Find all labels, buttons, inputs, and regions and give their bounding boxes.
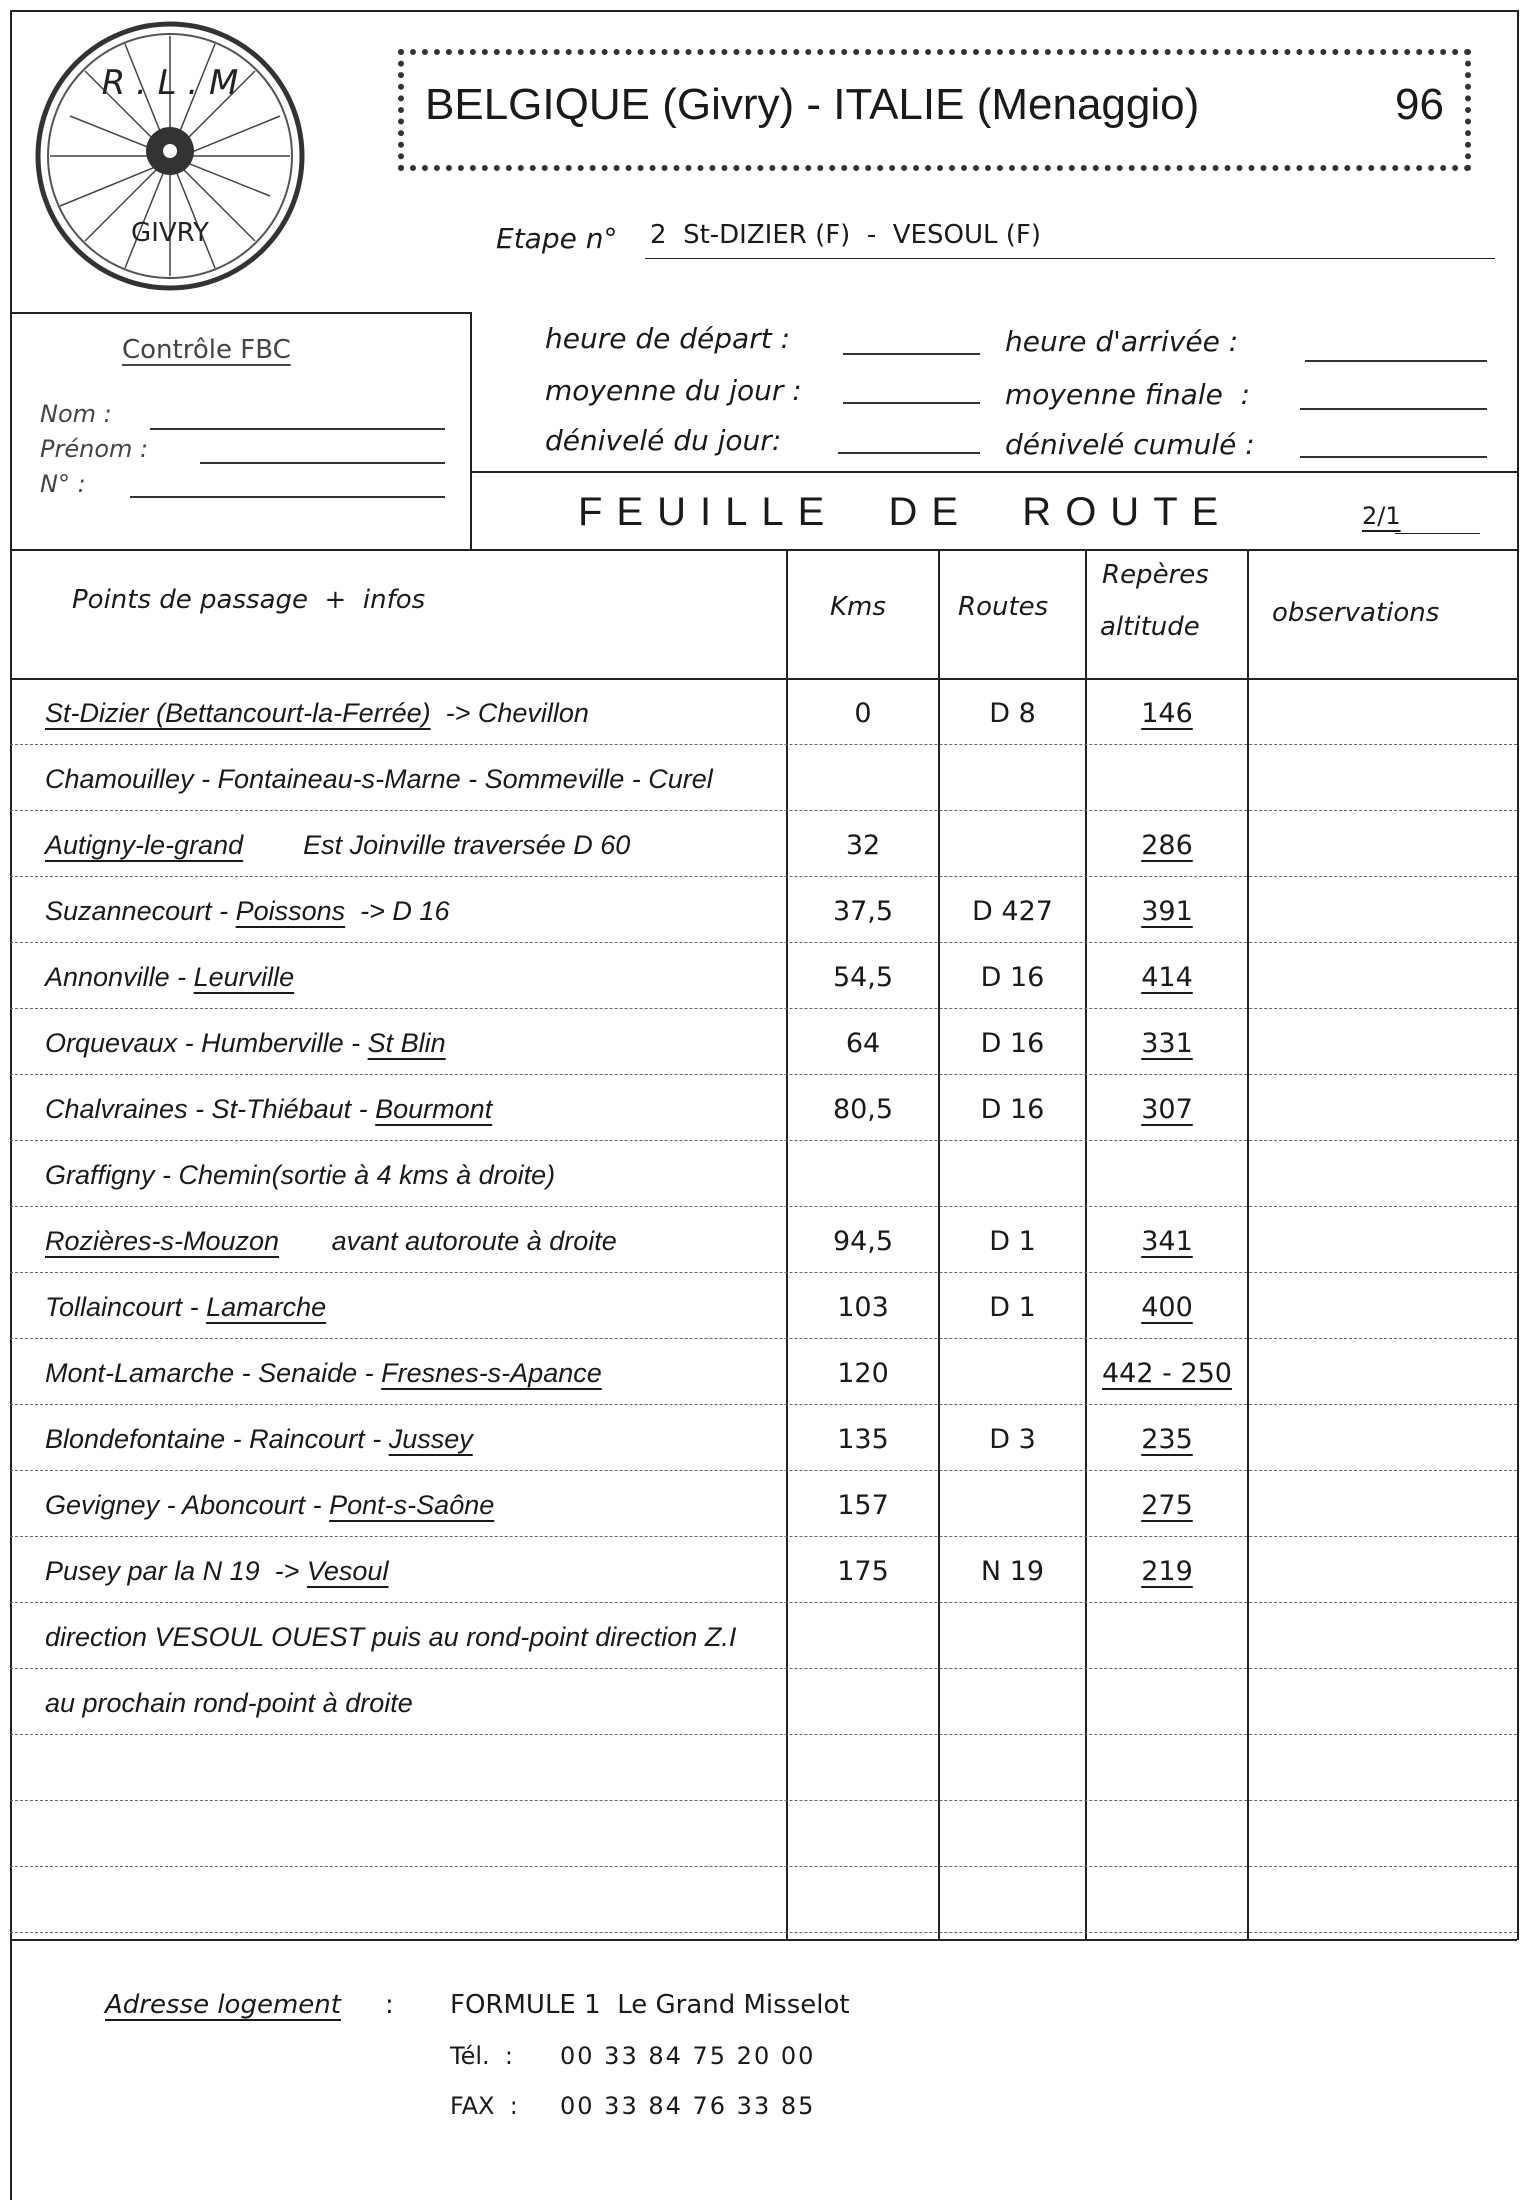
row-line: [10, 810, 1517, 811]
row-place: [45, 896, 449, 927]
nom-label: Nom :: [40, 400, 112, 428]
header-routes: Routes: [958, 592, 1049, 622]
row-route: D 1: [989, 1292, 1036, 1323]
place-name-underlined: Bourmont: [375, 1094, 493, 1124]
place-name-underlined: Poissons: [235, 896, 346, 926]
sheet-title: FEUILLE DE ROUTE: [578, 490, 1233, 534]
row-altitude: 391: [1141, 896, 1193, 927]
row-line: [10, 942, 1517, 943]
row-place: [45, 962, 294, 993]
depart-field[interactable]: [843, 353, 980, 355]
row-route: D 16: [980, 962, 1045, 993]
row-line: [10, 1140, 1517, 1141]
place-text: Chalvraines - St-Thiébaut -: [45, 1094, 376, 1124]
row-line: [10, 1404, 1517, 1405]
row-route: D 427: [972, 896, 1053, 927]
row-place: [45, 1094, 492, 1125]
form-divider: [470, 471, 1517, 473]
row-place: [45, 1028, 446, 1059]
row-altitude: 442 - 250: [1102, 1358, 1232, 1389]
page-top-border: [10, 10, 1517, 12]
prenom-field[interactable]: [200, 462, 445, 464]
header-reperes: Repères: [1102, 560, 1209, 590]
header-points: Points de passage + infos: [72, 585, 426, 615]
header-kms: Kms: [830, 592, 886, 622]
place-name-underlined: Pont-s-Saône: [329, 1490, 495, 1520]
denivele-jour-field[interactable]: [838, 452, 980, 454]
row-line: [10, 1866, 1517, 1867]
header-observations: observations: [1272, 598, 1440, 628]
place-text: Graffigny - Chemin(sortie à 4 kms à droite): [45, 1160, 556, 1190]
prenom-label: Prénom :: [40, 435, 149, 463]
row-line: [10, 1008, 1517, 1009]
row-place: [45, 1358, 602, 1389]
row-kms: 54,5: [832, 962, 894, 993]
rlm-givry-logo: [30, 16, 310, 296]
place-text: -> Chevillon: [430, 698, 589, 728]
place-text: Orquevaux - Humberville -: [45, 1028, 368, 1058]
row-kms: 80,5: [832, 1094, 894, 1125]
row-place: [45, 698, 589, 729]
denivele-cumule-label: dénivelé cumulé :: [1005, 428, 1255, 461]
row-altitude: 219: [1141, 1556, 1193, 1587]
place-name-underlined: St-Dizier (Bettancourt-la-Ferrée): [45, 698, 431, 728]
row-place: [45, 1622, 736, 1653]
row-altitude: 275: [1141, 1490, 1193, 1521]
denivele-jour-label: dénivelé du jour:: [545, 424, 782, 457]
row-kms: 0: [854, 698, 872, 729]
row-kms: 135: [837, 1424, 889, 1455]
place-name-underlined: Autigny-le-grand: [45, 830, 244, 860]
place-name-underlined: St Blin: [367, 1028, 446, 1058]
place-text: Tollaincourt -: [45, 1292, 207, 1322]
row-line: [10, 1602, 1517, 1603]
row-altitude: 146: [1141, 698, 1193, 729]
row-line: [10, 1800, 1517, 1801]
col-divider-observations: [1247, 549, 1249, 1939]
arrivee-label: heure d'arrivée :: [1005, 325, 1239, 358]
place-name-underlined: Jussey: [388, 1424, 473, 1454]
row-route: D 16: [980, 1094, 1045, 1125]
page-left-border: [10, 10, 12, 2200]
row-kms: 157: [837, 1490, 889, 1521]
sheet-page: 2/1: [1362, 502, 1401, 530]
row-place: [45, 1424, 473, 1455]
row-kms: 175: [837, 1556, 889, 1587]
nom-field[interactable]: [150, 428, 445, 430]
moyenne-finale-label: moyenne finale :: [1005, 378, 1251, 411]
table-top: [10, 549, 1517, 551]
lodging-name: FORMULE 1 Le Grand Misselot: [450, 1990, 850, 2020]
place-name-underlined: Vesoul: [306, 1556, 389, 1586]
numero-label: N° :: [40, 470, 86, 498]
tel-label: Tél. :: [450, 2042, 513, 2070]
row-place: [45, 1292, 326, 1323]
svg-text:R . L . M: R . L . M: [101, 63, 239, 103]
row-line: [10, 1536, 1517, 1537]
row-place: [45, 1556, 388, 1587]
place-text: avant autoroute à droite: [279, 1226, 617, 1256]
lodging-colon: :: [385, 1990, 394, 2020]
row-line: [10, 1074, 1517, 1075]
place-text: au prochain rond-point à droite: [45, 1688, 413, 1718]
row-place: [45, 1490, 494, 1521]
header-altitude: altitude: [1100, 612, 1200, 642]
place-text: Annonville -: [45, 962, 194, 992]
row-route: D 16: [980, 1028, 1045, 1059]
place-text: Mont-Lamarche - Senaide -: [45, 1358, 382, 1388]
row-place: [45, 1226, 617, 1257]
place-name-underlined: Fresnes-s-Apance: [381, 1358, 602, 1388]
moyenne-finale-field[interactable]: [1300, 408, 1487, 410]
place-name-underlined: Lamarche: [206, 1292, 327, 1322]
row-place: [45, 1688, 413, 1719]
denivele-cumule-field[interactable]: [1300, 456, 1487, 458]
table-bottom: [10, 1939, 1517, 1941]
control-box-top: [10, 312, 470, 314]
row-line: [10, 1734, 1517, 1735]
place-text: -> D 16: [345, 896, 450, 926]
place-text: direction VESOUL OUEST puis au rond-point direction Z.I: [45, 1622, 737, 1652]
moyenne-jour-field[interactable]: [843, 402, 980, 404]
control-title: Contrôle FBC: [122, 335, 291, 365]
row-kms: 32: [845, 830, 881, 861]
row-route: D 8: [989, 698, 1036, 729]
place-text: Gevigney - Aboncourt -: [45, 1490, 330, 1520]
row-line: [10, 1206, 1517, 1207]
control-box-right: [470, 312, 472, 549]
place-text: Chamouilley - Fontaineau-s-Marne - Sommeville - Curel: [45, 764, 713, 794]
row-place: [45, 1160, 555, 1191]
etape-label: Etape n°: [496, 222, 618, 255]
place-text: Suzannecourt -: [45, 896, 236, 926]
etape-value: 2 St-DIZIER (F) - VESOUL (F): [650, 220, 1041, 250]
row-line: [10, 1272, 1517, 1273]
row-line: [10, 1668, 1517, 1669]
row-line: [10, 876, 1517, 877]
row-line: [10, 1470, 1517, 1471]
row-place: [45, 764, 713, 795]
row-kms: 103: [837, 1292, 889, 1323]
row-route: D 1: [989, 1226, 1036, 1257]
row-line: [10, 1932, 1517, 1933]
place-text: Blondefontaine - Raincourt -: [45, 1424, 389, 1454]
row-kms: 120: [837, 1358, 889, 1389]
row-line: [10, 1338, 1517, 1339]
lodging-label: Adresse logement: [105, 1990, 341, 2020]
fax-value: 00 33 84 76 33 85: [560, 2092, 816, 2120]
sheet-page-underline: [1395, 533, 1480, 534]
svg-text:GIVRY: GIVRY: [131, 218, 209, 248]
row-kms: 64: [845, 1028, 881, 1059]
row-route: D 3: [989, 1424, 1036, 1455]
table-header-bottom: [10, 678, 1517, 680]
etape-underline: [645, 258, 1495, 259]
row-altitude: 414: [1141, 962, 1193, 993]
tour-year: 96: [1395, 80, 1444, 129]
arrivee-field[interactable]: [1305, 360, 1487, 362]
row-place: [45, 830, 630, 861]
moyenne-jour-label: moyenne du jour :: [545, 374, 802, 407]
place-text: Pusey par la N 19 ->: [45, 1556, 307, 1586]
row-kms: 37,5: [832, 896, 894, 927]
row-altitude: 235: [1141, 1424, 1193, 1455]
row-altitude: 307: [1141, 1094, 1193, 1125]
row-kms: 94,5: [832, 1226, 894, 1257]
tour-title: BELGIQUE (Givry) - ITALIE (Menaggio): [425, 80, 1200, 129]
place-text: Est Joinville traversée D 60: [243, 830, 631, 860]
page-right-border: [1517, 10, 1519, 1940]
numero-field[interactable]: [130, 496, 445, 498]
row-route: N 19: [980, 1556, 1045, 1587]
place-name-underlined: Leurville: [193, 962, 295, 992]
place-name-underlined: Rozières-s-Mouzon: [45, 1226, 280, 1256]
row-line: [10, 744, 1517, 745]
row-altitude: 286: [1141, 830, 1193, 861]
tel-value: 00 33 84 75 20 00: [560, 2042, 816, 2070]
fax-label: FAX :: [450, 2092, 518, 2120]
depart-label: heure de départ :: [545, 322, 791, 355]
row-altitude: 331: [1141, 1028, 1193, 1059]
row-altitude: 341: [1141, 1226, 1193, 1257]
row-altitude: 400: [1141, 1292, 1193, 1323]
